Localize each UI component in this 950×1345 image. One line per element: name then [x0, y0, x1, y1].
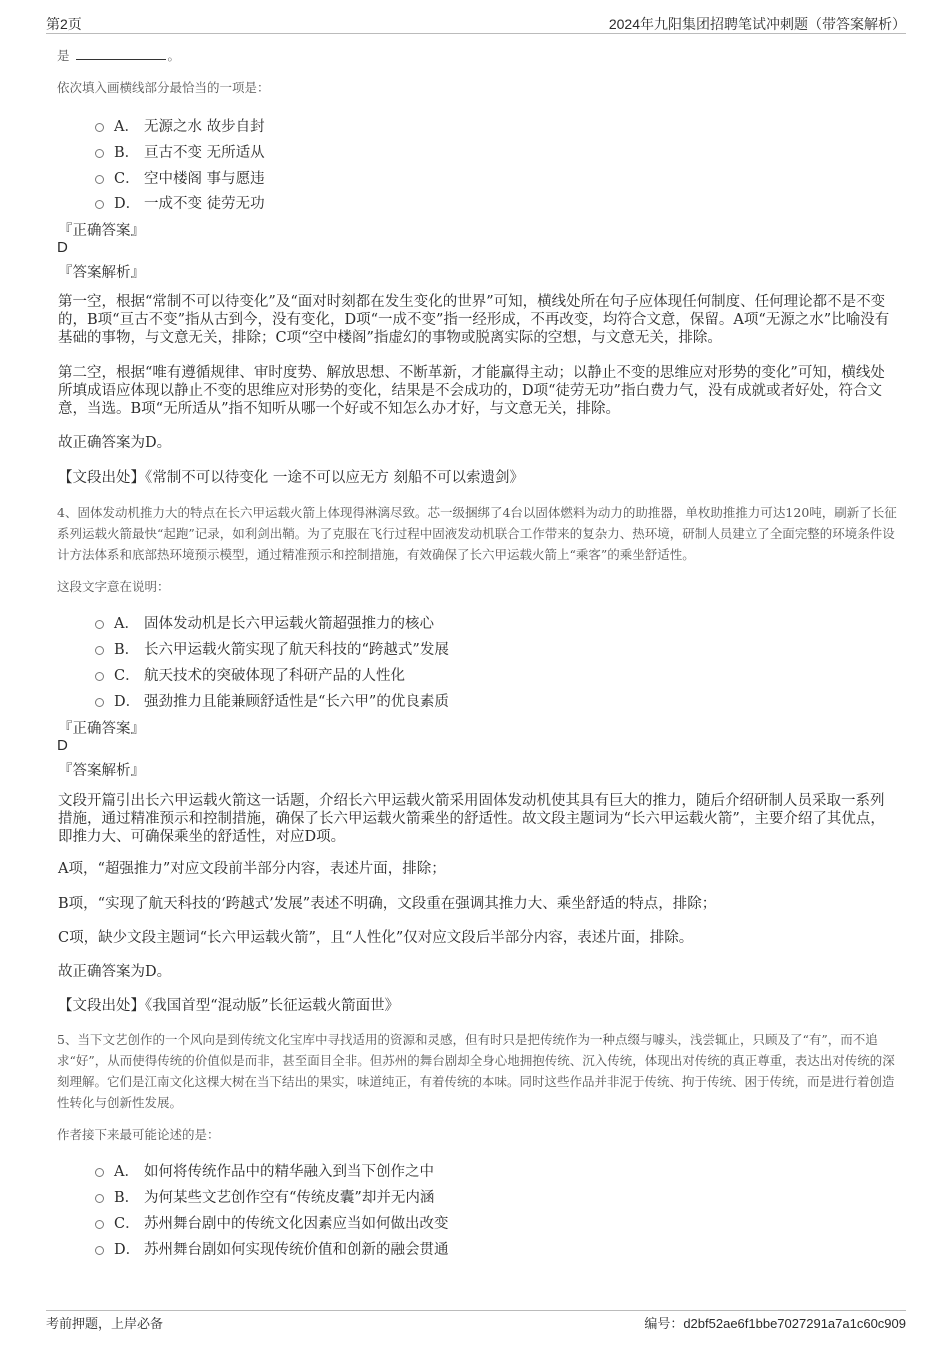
q5-prompt: 作者接下来最可能论述的是：: [57, 1127, 220, 1142]
fill-blank: [76, 47, 166, 60]
q3-option-d[interactable]: D． 一成不变 徒劳无功: [95, 192, 265, 213]
q3-stem-tail: [57, 45, 180, 66]
q3-source: 【文段出处】《常制不可以待变化 一途不可以应无方 刻船不可以索遗剑》: [58, 470, 524, 486]
q4-analysis-a: A项，“超强推力”对应文段前半部分内容，表述片面，排除；: [58, 861, 446, 877]
q3-option-b[interactable]: B． 亘古不变 无所适从: [95, 141, 265, 162]
radio-icon[interactable]: [95, 149, 104, 158]
q3-analysis-conclusion: 故正确答案为D。: [58, 435, 172, 451]
q3-prompt: 依次填入画横线部分最恰当的一项是：: [57, 80, 270, 95]
footer-divider: [46, 1310, 906, 1311]
q4-analysis-c: C项，缺少文段主题词“长六甲运载火箭”，且“人性化”仅对应文段后半部分内容，表述片面，排除。: [58, 930, 694, 946]
radio-icon[interactable]: [95, 200, 104, 209]
q4-analysis-p1: 文段开篇引出长六甲运载火箭这一话题，介绍长六甲运载火箭采用固体发动机使其具有巨大的推力，随后介绍研制人员采取一系列措施，通过精准预示和控制措施，确保了长六甲运载火箭乘坐的舒适性。故文段主题词为“长六甲运载火箭”，主要介绍了其优点，即推力大、可确保乘坐的舒适性，对应D项。: [58, 793, 885, 845]
q5-stem: 5、当下文艺创作的一个风向是到传统文化宝库中寻找适用的资源和灵感，但有时只是把传统作为一种点缀与噱头，浅尝辄止，只顾及了“有”，而不追求“好”，从而使得传统的价值似是而非，甚至面目全非。但苏州的舞台剧却全身心地拥抱传统、沉入传统，体现出对传统的真正尊重，表达出对传统的深刻理解。它们是江南文化这棵大树在当下结出的果实，味道纯正，有着传统的本味。同时这些作品并非泥于传统、拘于传统、困于传统，而是进行着创造性转化与创新性发展。: [57, 1032, 895, 1110]
q3-option-a[interactable]: A． 无源之水 故步自封: [95, 115, 265, 136]
q4-option-c[interactable]: C． 航天技术的突破体现了科研产品的人性化: [95, 664, 405, 685]
header-divider: [46, 33, 906, 34]
radio-icon[interactable]: [95, 1220, 104, 1229]
document-title: 2024年九阳集团招聘笔试冲刺题（带答案解析）: [608, 16, 906, 32]
radio-icon[interactable]: [95, 1168, 104, 1177]
q3-answer: D: [57, 239, 68, 256]
q3-tail-prefix: 是: [57, 48, 70, 63]
radio-icon[interactable]: [95, 175, 104, 184]
q5-option-a[interactable]: A． 如何将传统作品中的精华融入到当下创作之中: [95, 1160, 434, 1181]
q4-stem: 4、固体发动机推力大的特点在长六甲运载火箭上体现得淋漓尽致。芯一级捆绑了4台以固体燃料为动力的助推器，单枚助推推力可达120吨，刷新了长征系列运载火箭最快“起跑”记录，如利剑出鞘。为了克服在飞行过程中固液发动机联合工作带来的复杂力、热环境，研制人员建立了全面完整的环境条件设计方法体系和底部热环境预示模型，通过精准预示和控制措施，有效确保了长六甲运载火箭上“乘客”的乘坐舒适性。: [57, 505, 897, 562]
radio-icon[interactable]: [95, 646, 104, 655]
q4-analysis-label: 『答案解析』: [58, 763, 145, 779]
page-number: 第2页: [46, 16, 82, 32]
q5-option-c[interactable]: C． 苏州舞台剧中的传统文化因素应当如何做出改变: [95, 1212, 449, 1233]
q3-analysis-p1: 第一空，根据“常制不可以待变化”及“面对时刻都在发生变化的世界”可知，横线处所在句子应体现任何制度、任何理论都不是不变的，B项“亘古不变”指从古到今，没有变化，D项“一成不变”指一经形成，不再改变，均符合文意，保留。A项“无源之水”比喻没有基础的事物，与文意无关，排除；C项“空中楼阁”指虚幻的事物或脱离实际的空想，与文意无关，排除。: [58, 294, 890, 346]
q4-prompt: 这段文字意在说明：: [57, 579, 170, 594]
q4-source: 【文段出处】《我国首型“混动版”长征运载火箭面世》: [58, 998, 400, 1014]
q4-analysis-b: B项，“实现了航天科技的‘跨越式’发展”表述不明确，文段重在强调其推力大、乘坐舒适的特点，排除；: [58, 896, 717, 912]
q3-tail-suffix: 。: [167, 48, 181, 63]
footer-slogan: 考前押题，上岸必备: [46, 1317, 164, 1332]
q4-option-b[interactable]: B． 长六甲运载火箭实现了航天科技的“跨越式”发展: [95, 638, 449, 659]
q5-option-d[interactable]: D． 苏州舞台剧如何实现传统价值和创新的融会贯通: [95, 1238, 449, 1259]
q5-option-b[interactable]: B． 为何某些文艺创作空有“传统皮囊”却并无内涵: [95, 1186, 434, 1207]
q3-analysis-label: 『答案解析』: [58, 265, 145, 281]
q4-option-d[interactable]: D． 强劲推力且能兼顾舒适性是“长六甲”的优良素质: [95, 690, 449, 711]
radio-icon[interactable]: [95, 1194, 104, 1203]
radio-icon[interactable]: [95, 620, 104, 629]
q4-answer-label: 『正确答案』: [58, 721, 145, 737]
q3-analysis-p2: 第二空，根据“唯有遵循规律、审时度势、解放思想、不断革新，才能赢得主动；以静止不变的思维应对形势的变化”可知，横线处所填成语应体现以静止不变的思维应对形势的变化，结果是不会成功的，D项“徒劳无功”指白费力气，没有成就或者好处，符合文意，当选。B项“无所适从”指不知听从哪一个好或不知怎么办才好，与文意无关，排除。: [58, 365, 885, 417]
q4-option-a[interactable]: A． 固体发动机是长六甲运载火箭超强推力的核心: [95, 612, 434, 633]
q3-option-c[interactable]: C． 空中楼阁 事与愿违: [95, 167, 265, 188]
q4-analysis-conclusion: 故正确答案为D。: [58, 964, 172, 980]
document-id: 编号：d2bf52ae6f1bbe7027291a7a1c60c909: [644, 1316, 906, 1331]
radio-icon[interactable]: [95, 1246, 104, 1255]
radio-icon[interactable]: [95, 123, 104, 132]
radio-icon[interactable]: [95, 698, 104, 707]
radio-icon[interactable]: [95, 672, 104, 681]
q3-answer-label: 『正确答案』: [58, 223, 145, 239]
q4-answer: D: [57, 737, 68, 754]
